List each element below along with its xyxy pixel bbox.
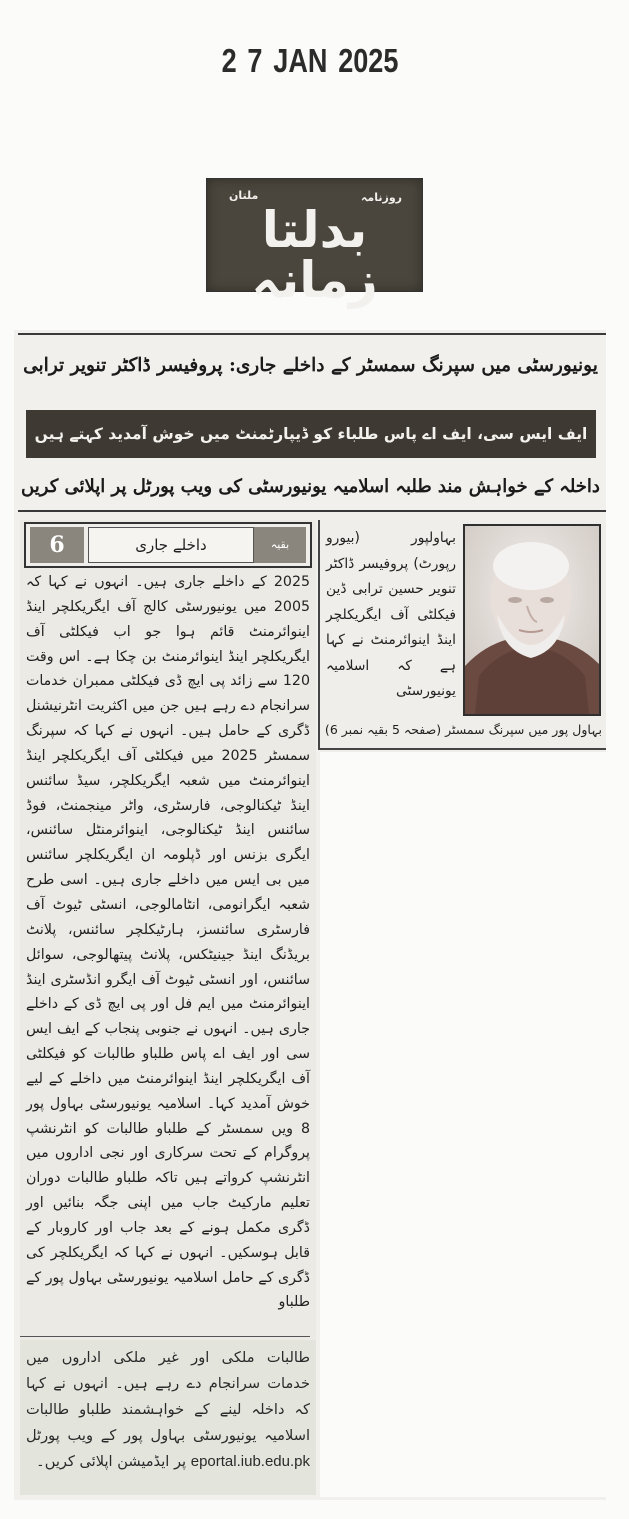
blank-area <box>320 752 606 1497</box>
body-text-before-url: طالبات ملکی اور غیر ملکی اداروں میں خدمات سرانجام دے رہے ہیں۔ انہوں نے کہا کہ داخلہ لینے کے خواہشمند طلباو طالبات اسلامیہ یونیورسٹی بہاول پور کے ویب پورٹل <box>26 1349 310 1444</box>
lead-text: بہاولپور (بیورو رپورٹ) پروفیسر ڈاکٹر تنویر حسین ترابی ڈین فیکلٹی آف ایگریکلچر اینڈ اینوائرمنٹ نے کہا ہے کہ اسلامیہ یونیورسٹی <box>326 530 456 700</box>
section-divider <box>20 1336 310 1337</box>
jump-number: 6 <box>30 527 84 563</box>
portrait-image <box>465 526 599 714</box>
body-text-after-url: پر ایڈمیشن اپلائی کریں۔ <box>36 1453 187 1470</box>
jump-header <box>24 522 312 568</box>
headline-rule <box>18 510 606 512</box>
portal-url: eportal.iub.edu.pk <box>190 1453 310 1470</box>
masthead-title: بدلتا زمانہ <box>251 201 378 309</box>
article-body <box>26 570 310 1315</box>
masthead-city: ملتان <box>229 189 259 202</box>
column-divider <box>318 520 320 750</box>
jump-tag: بقیہ <box>254 527 306 563</box>
lead-bottom-rule <box>320 748 606 750</box>
lead-paragraph <box>326 526 456 705</box>
headline-main: یونیورسٹی میں سپرنگ سمسٹر کے داخلے جاری: پروفیسر ڈاکٹر تنویر ترابی <box>23 355 598 376</box>
headline-third: داخلہ کے خواہش مند طلبہ اسلامیہ یونیورسٹی کی ویب پورٹل پر اپلائی کریں <box>21 476 600 497</box>
lead-continuation-line: بہاول پور میں سپرنگ سمسٹر (صفحہ 5 بقیہ نمبر 6) <box>324 722 602 737</box>
body-paragraph-end <box>26 1345 310 1475</box>
newspaper-masthead <box>206 178 423 309</box>
article-body-continued <box>26 1345 310 1475</box>
top-rule <box>18 333 606 335</box>
date-stamp: 2 7 JAN 2025 <box>221 42 399 79</box>
masthead-prefix: روزنامہ <box>360 191 402 204</box>
headline-sub: ایف ایس سی، ایف اے پاس طلباء کو ڈیپارٹمنٹ میں خوش آمدید کہتے ہیں <box>26 410 596 458</box>
jump-title: داخلے جاری <box>88 527 254 563</box>
portrait-photo <box>463 524 601 716</box>
body-paragraph: 2025 کے داخلے جاری ہیں۔ انہوں نے کہا کہ 2005 میں یونیورسٹی کالج آف ایگریکلچر اینڈ اینوائرمنٹ قائم ہوا جو اب فیکلٹی آف ایگریکلچر اینڈ اینوائرمنٹ بن چکا ہے۔ اس وقت 120 سے زائد پی ایچ ڈی فیکلٹی ممبران خدمات سرانجام دے رہے ہیں جن میں اکثریت انٹرنیشنل ڈگری کے حامل ہیں۔ انہوں نے کہا کہ سپرنگ سمسٹر 2025 میں فیکلٹی آف ایگریکلچر اینڈ اینوائرمنٹ میں شعبہ ایگریکلچر، سیڈ سائنس اینڈ ٹیکنالوجی، فارسٹری، واٹر مینجمنٹ، فوڈ سائنس اینڈ ٹیکنالوجی، اینوائرمنٹل سائنس، ایگری بزنس اور ڈپلومہ ان ایگریکلچر سائنس میں بی ایس میں داخلے جاری ہیں۔ اسی طرح شعبہ ایگرانومی، انٹامالوجی، انسٹی ٹیوٹ آف فارسٹری سائنسز، ہارٹیکلچر سائنس، پلانٹ بریڈنگ اینڈ جینیٹکس، پلانٹ پیتھالوجی، سوائل سائنس، اور انسٹی ٹیوٹ آف ایگرو انڈسٹری اینڈ اینوائرمنٹ میں ایم فل اور پی ایچ ڈی کے داخلے جاری ہیں۔ انہوں نے جنوبی پنجاب کے ایف ایس سی اور ایف اے پاس طلباو طالبات کو فیکلٹی آف ایگریکلچر اینڈ اینوائرمنٹ میں داخلے کے لیے خوش آمدید کہا۔ اسلامیہ یونیورسٹی بہاول پور 8 ویں سمسٹر کے طلباو طالبات کو انٹرنشپ پروگرام کے تحت سرکاری اور نجی اداروں میں انٹرنشپ کرواتے ہیں تاکہ طلباو طالبات دوران تعلیم مارکیٹ جاب میں اپنی جگہ بنائیں اور ڈگری مکمل ہونے کے بعد جاب اور کاروبار کے قابل ہوسکیں۔ انہوں نے کہا کہ ایگریکلچر کی ڈگری کے حامل اسلامیہ یونیورسٹی بہاول پور کے طلباو <box>26 574 310 1311</box>
